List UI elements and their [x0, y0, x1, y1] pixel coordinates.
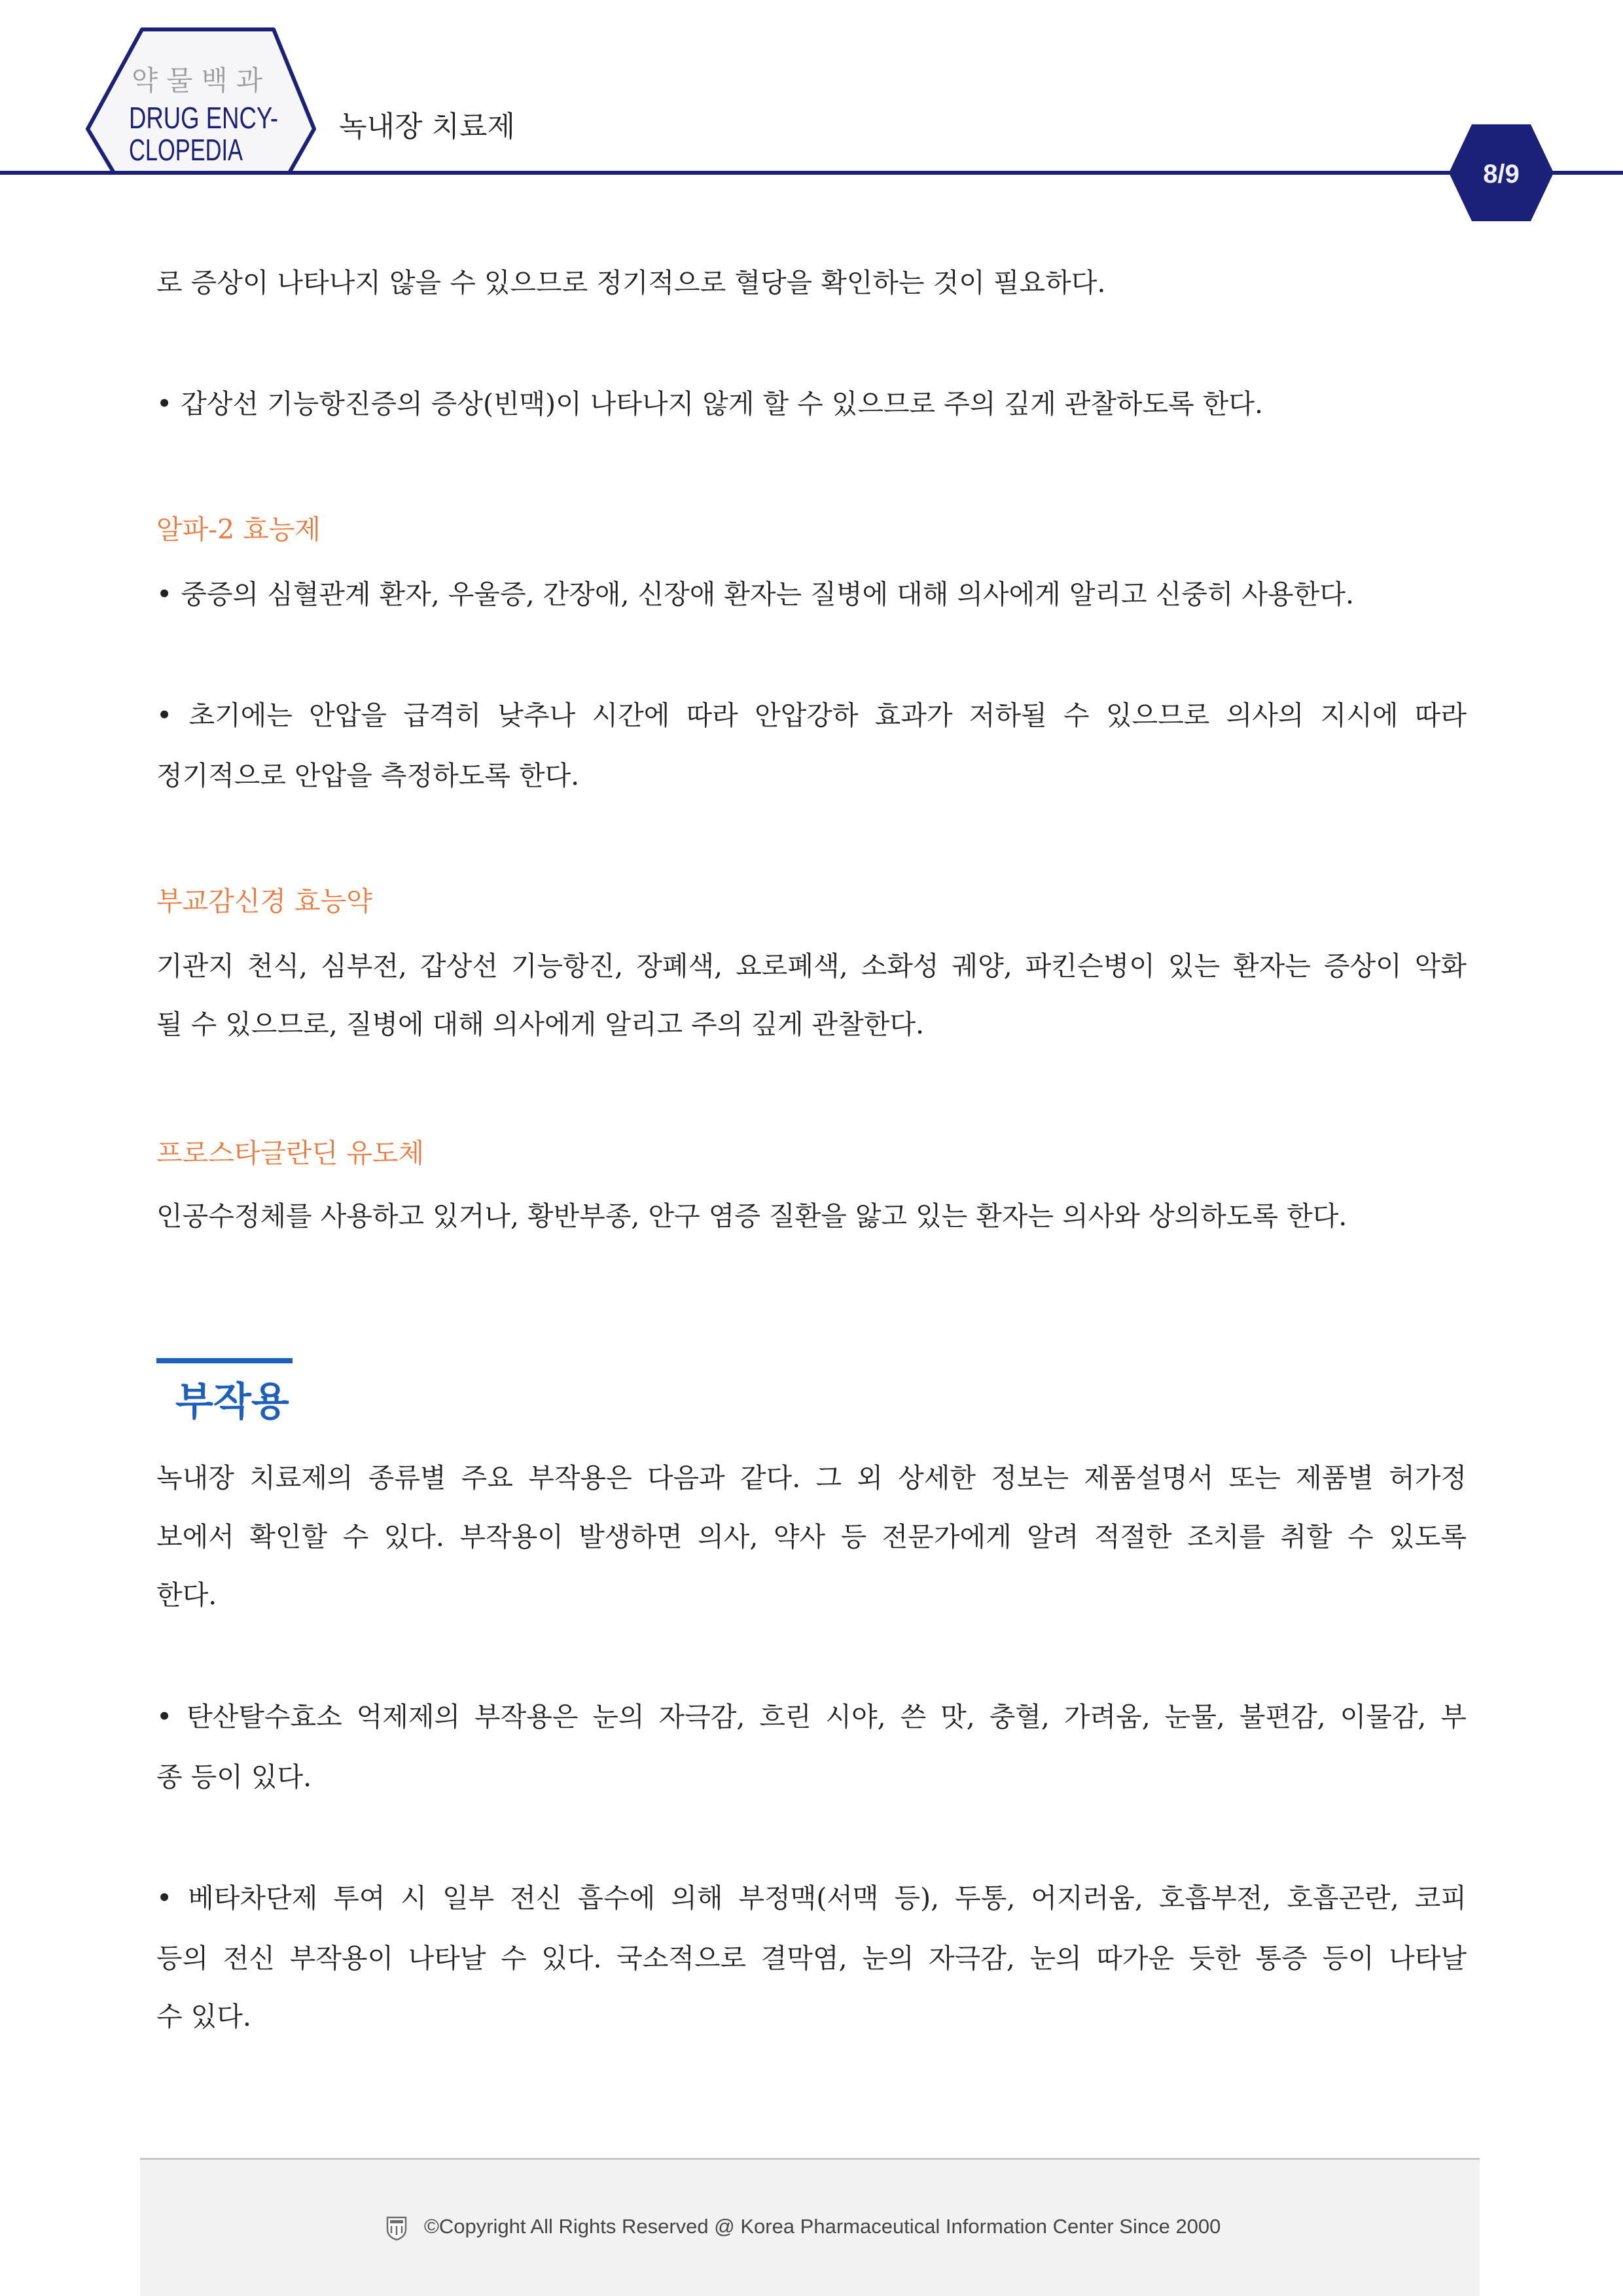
- subheading-alpha2: 알파-2 효능제: [156, 514, 321, 545]
- paragraph-line: 로 증상이 나타나지 않을 수 있으므로 정기적으로 혈당을 확인하는 것이 필요하다.: [156, 267, 1106, 298]
- logo-english-line1: DRUG ENCY-: [129, 101, 278, 135]
- header-graphics: [0, 0, 1623, 236]
- bullet-item-continuation: 정기적으로 안압을 측정하도록 한다.: [156, 760, 580, 791]
- subheading-parasympathomimetic: 부교감신경 효능약: [156, 886, 372, 917]
- bullet-item: • 탄산탈수효소 억제제의 부작용은 눈의 자극감, 흐린 시야, 쓴 맛, 충혈, 가려움, 눈물, 불편감, 이물감, 부: [156, 1701, 1467, 1732]
- institution-emblem-icon: [383, 2215, 410, 2241]
- section-accent-bar: [156, 1358, 293, 1363]
- paragraph-line: 기관지 천식, 심부전, 갑상선 기능항진, 장폐색, 요로폐색, 소화성 궤양, 파킨슨병이 있는 환자는 증상이 악화: [156, 950, 1467, 982]
- section-title-side-effects: 부작용: [175, 1379, 289, 1425]
- paragraph-line: 보에서 확인할 수 있다. 부작용이 발생하면 의사, 약사 등 전문가에게 알려 적절한 조치를 취할 수 있도록: [156, 1521, 1467, 1552]
- copyright-text: ©Copyright All Rights Reserved @ Korea Pharmaceutical Information Center Since 2000: [424, 2215, 1221, 2238]
- logo-korean-text: 약 물 백 과: [132, 64, 263, 97]
- page-indicator: 8/9: [1483, 160, 1520, 188]
- bullet-item-continuation: 종 등이 있다.: [156, 1761, 312, 1793]
- bullet-item-continuation: 등의 전신 부작용이 나타날 수 있다. 국소적으로 결막염, 눈의 자극감, 눈의 따가운 듯한 통증 등이 나타날: [156, 1943, 1467, 1974]
- page-title: 녹내장 치료제: [339, 110, 516, 143]
- paragraph-line: 될 수 있으므로, 질병에 대해 의사에게 알리고 주의 깊게 관찰한다.: [156, 1009, 925, 1040]
- logo-english-line2: CLOPEDIA: [129, 133, 243, 167]
- bullet-item: • 초기에는 안압을 급격히 낮추나 시간에 따라 안압강하 효과가 저하될 수 있으므로 의사의 지시에 따라: [156, 700, 1467, 731]
- bullet-item: • 중증의 심혈관계 환자, 우울증, 간장애, 신장애 환자는 질병에 대해 의사에게 알리고 신중히 사용한다.: [156, 579, 1354, 610]
- paragraph-line: 한다.: [156, 1579, 217, 1611]
- bullet-item-continuation: 수 있다.: [156, 2001, 251, 2032]
- subheading-prostaglandin: 프로스타글란딘 유도체: [156, 1138, 425, 1169]
- paragraph-line: 인공수정체를 사용하고 있거나, 황반부종, 안구 염증 질환을 앓고 있는 환자는 의사와 상의하도록 한다.: [156, 1200, 1347, 1232]
- bullet-item: • 갑상선 기능항진증의 증상(빈맥)이 나타나지 않게 할 수 있으므로 주의 깊게 관찰하도록 한다.: [156, 388, 1264, 420]
- page-footer: [140, 2158, 1480, 2296]
- paragraph-line: 녹내장 치료제의 종류별 주요 부작용은 다음과 같다. 그 외 상세한 정보는 제품설명서 또는 제품별 허가정: [156, 1462, 1467, 1494]
- bullet-item: • 베타차단제 투여 시 일부 전신 흡수에 의해 부정맥(서맥 등), 두통, 어지러움, 호흡부전, 호흡곤란, 코피: [156, 1882, 1467, 1914]
